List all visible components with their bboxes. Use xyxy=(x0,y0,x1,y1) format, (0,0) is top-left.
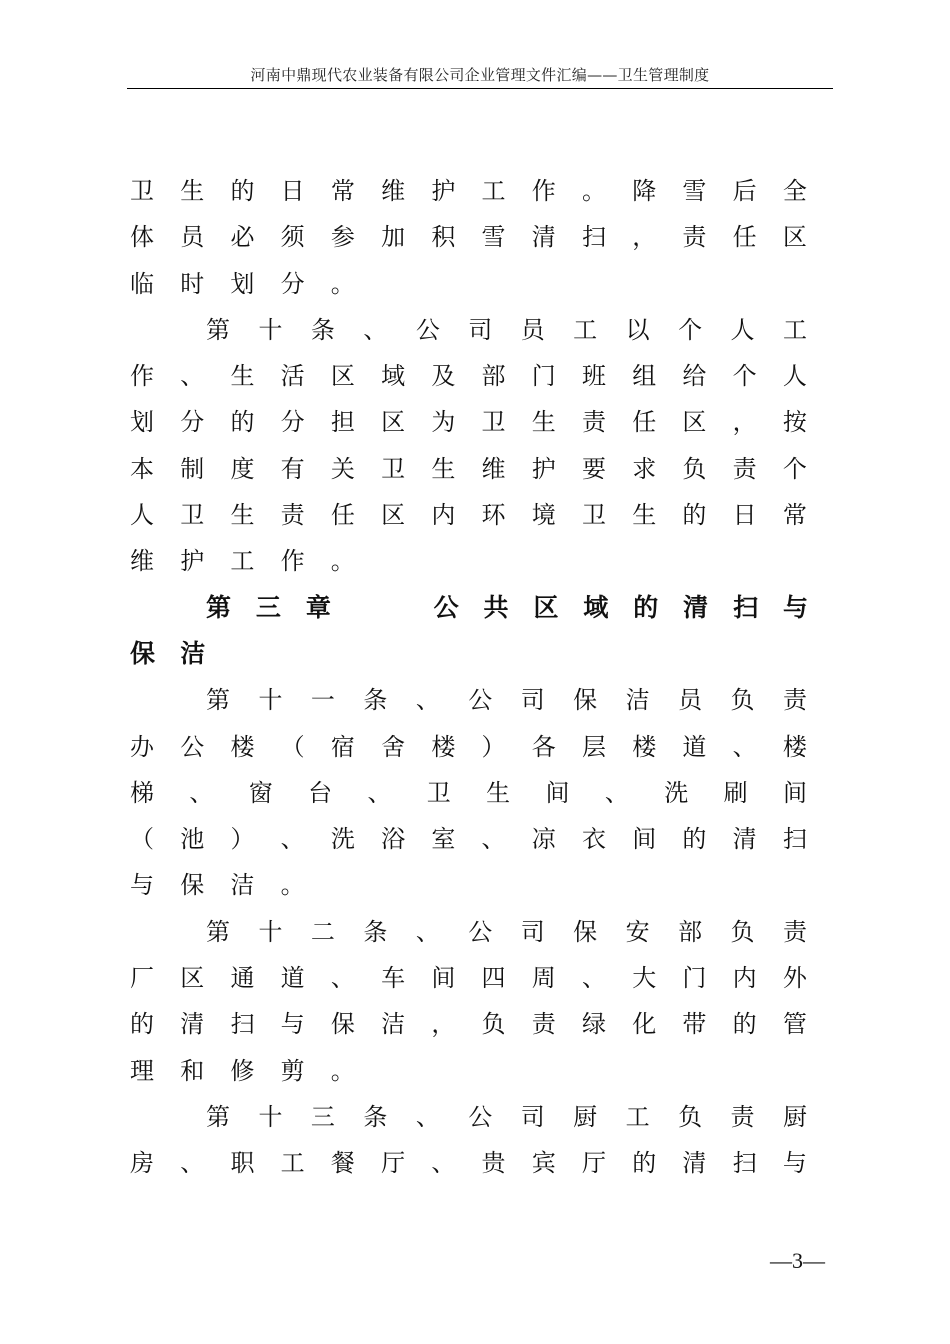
page-number: —3— xyxy=(770,1248,825,1273)
text-line: 划 分 的 分 担 区 为 卫 生 责 任 区 ， 按 xyxy=(130,408,807,437)
text-line: 房 、 职 工 餐 厅 、 贵 宾 厅 的 清 扫 与 xyxy=(130,1149,807,1178)
text-line: 厂 区 通 道 、 车 间 四 周 、 大 门 内 外 xyxy=(130,964,807,993)
text-line: 办 公 楼 （ 宿 舍 楼 ） 各 层 楼 道 、 楼 xyxy=(130,732,807,761)
text-line: 本 制 度 有 关 卫 生 维 护 要 求 负 责 个 xyxy=(130,454,807,483)
text-line: 第 三 章 公 共 区 域 的 清 扫 与 xyxy=(206,592,808,622)
text-line: （ 池 ） 、 洗 浴 室 、 凉 衣 间 的 清 扫 xyxy=(130,825,807,854)
text-line: 与 保 洁 。 xyxy=(130,871,305,900)
text-line: 第 十 三 条 、 公 司 厨 工 负 责 厨 xyxy=(206,1102,807,1131)
text-line: 的 清 扫 与 保 洁 ， 负 责 绿 化 带 的 管 xyxy=(130,1010,807,1039)
text-line: 第 十 二 条 、 公 司 保 安 部 负 责 xyxy=(206,917,807,946)
text-line: 梯 、 窗 台 、 卫 生 间 、 洗 刷 间 xyxy=(130,778,807,807)
text-line: 体 员 必 须 参 加 积 雪 清 扫 ， 责 任 区 xyxy=(130,223,807,252)
text-line: 卫 生 的 日 常 维 护 工 作 。 降 雪 后 全 xyxy=(130,177,807,205)
text-line: 理 和 修 剪 。 xyxy=(130,1056,355,1085)
text-line: 作 、 生 活 区 域 及 部 门 班 组 给 个 人 xyxy=(130,362,807,391)
text-line: 维 护 工 作 。 xyxy=(130,547,355,576)
text-line: 第 十 条 、 公 司 员 工 以 个 人 工 xyxy=(206,315,807,344)
text-line: 第 十 一 条 、 公 司 保 洁 员 负 责 xyxy=(206,686,807,715)
text-line: 临 时 划 分 。 xyxy=(130,269,355,298)
page-header: 河南中鼎现代农业装备有限公司企业管理文件汇编——卫生管理制度 xyxy=(127,66,833,89)
body-text xyxy=(130,168,807,1187)
text-line: 人 卫 生 责 任 区 内 环 境 卫 生 的 日 常 xyxy=(130,501,807,530)
text-line: 保 洁 xyxy=(130,638,206,668)
